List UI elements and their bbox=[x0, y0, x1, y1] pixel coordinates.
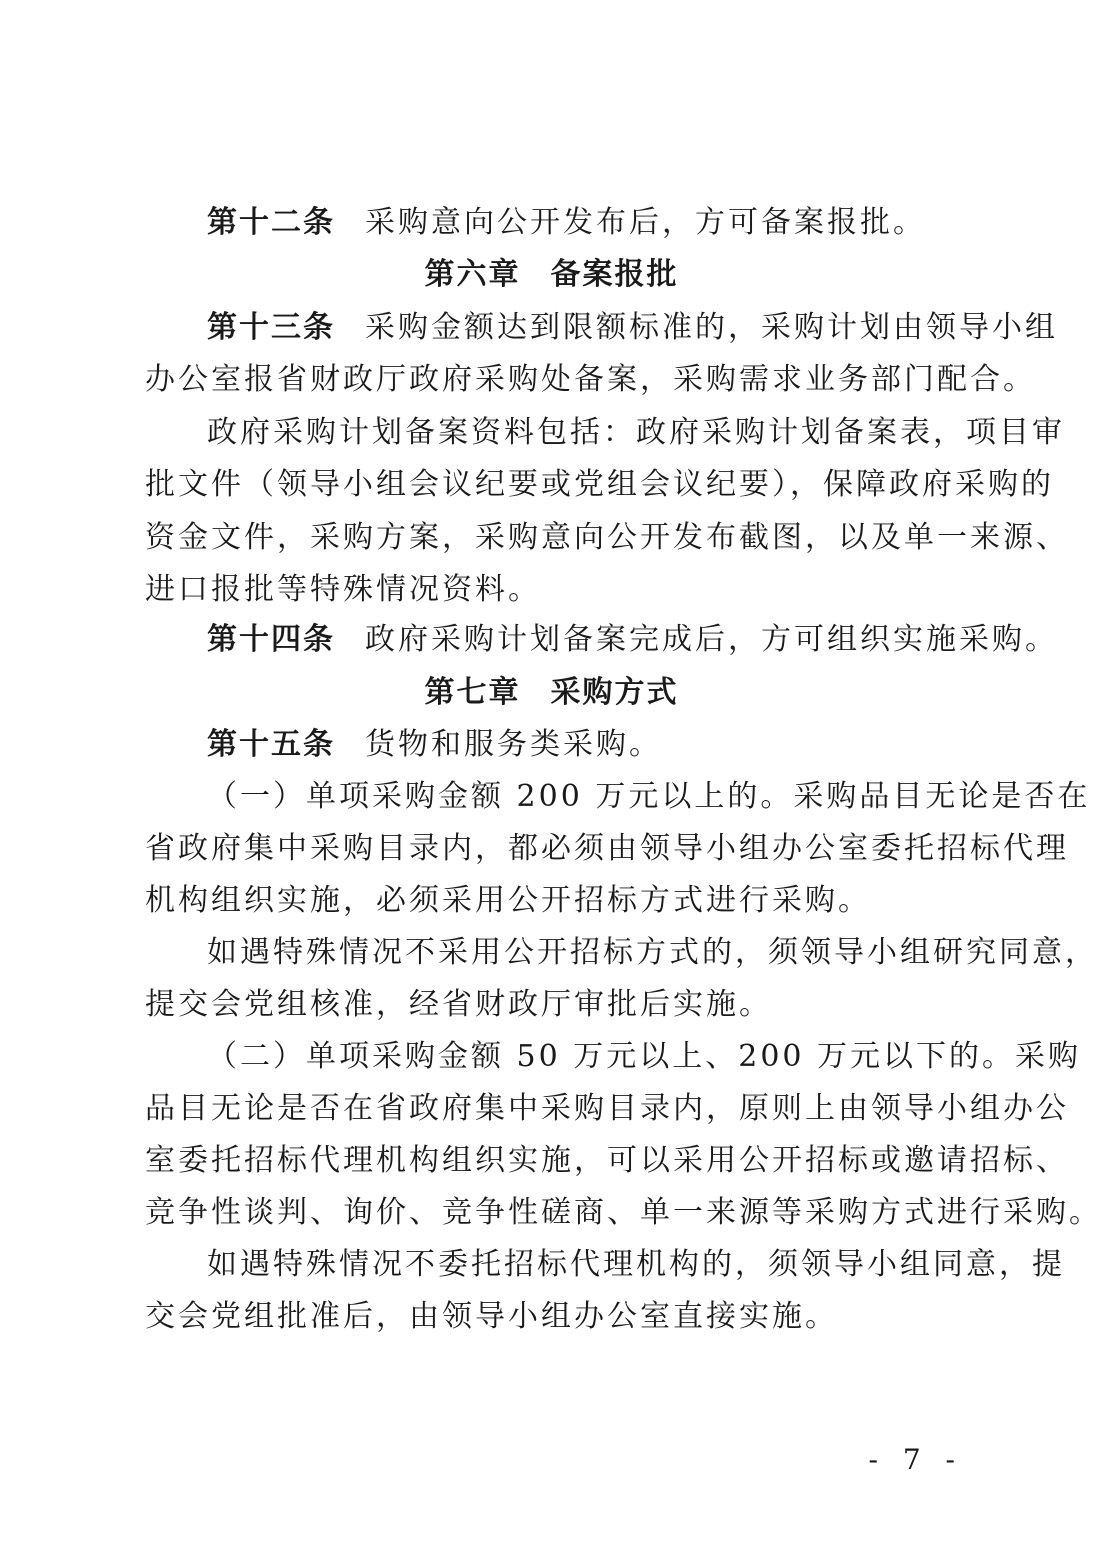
item-2-line-1: （二）单项采购金额 50 万元以上、200 万元以下的。采购 bbox=[207, 1039, 1082, 1074]
filing-materials-line-4: 进口报批等特殊情况资料。 bbox=[145, 572, 541, 607]
page-number: - 7 - bbox=[868, 1443, 963, 1476]
item-2-exception-line-2: 交会党组批准后，由领导小组办公室直接实施。 bbox=[145, 1299, 838, 1334]
article-14-text: 政府采购计划备案完成后，方可组织实施采购。 bbox=[365, 622, 1058, 657]
article-13-line bbox=[207, 310, 1058, 346]
filing-materials-line-3: 资金文件，采购方案，采购意向公开发布截图，以及单一来源、 bbox=[145, 520, 1069, 555]
article-14-label: 第十四条 bbox=[207, 622, 335, 657]
article-15-text: 货物和服务类采购。 bbox=[365, 727, 662, 762]
item-2-line-3: 室委托招标代理机构组织实施，可以采用公开招标或邀请招标、 bbox=[145, 1143, 1069, 1178]
article-14-line bbox=[207, 622, 1058, 658]
filing-materials-line-2: 批文件（领导小组会议纪要或党组会议纪要），保障政府采购的 bbox=[145, 467, 1054, 502]
article-12-text: 采购意向公开发布后，方可备案报批。 bbox=[365, 205, 926, 240]
chapter-6-heading bbox=[0, 257, 1103, 293]
chapter-6-title: 备案报批 bbox=[550, 257, 679, 292]
article-13-line-2: 办公室报省财政厅政府采购处备案，采购需求业务部门配合。 bbox=[145, 362, 1036, 397]
chapter-6-number: 第六章 bbox=[424, 257, 521, 292]
item-2-line-2: 品目无论是否在省政府集中采购目录内，原则上由领导小组办公 bbox=[145, 1091, 1069, 1126]
article-13-text: 采购金额达到限额标准的，采购计划由领导小组 bbox=[365, 310, 1058, 345]
item-2-exception-line-1: 如遇特殊情况不委托招标代理机构的，须领导小组同意，提 bbox=[207, 1247, 1065, 1282]
article-15-line bbox=[207, 727, 1027, 763]
article-15-label: 第十五条 bbox=[207, 727, 335, 762]
article-12-label: 第十二条 bbox=[207, 205, 335, 240]
item-1-line-3: 机构组织实施，必须采用公开招标方式进行采购。 bbox=[145, 883, 871, 918]
chapter-7-title: 采购方式 bbox=[550, 675, 679, 710]
chapter-7-number: 第七章 bbox=[424, 675, 521, 710]
item-1-line-2: 省政府集中采购目录内，都必须由领导小组办公室委托招标代理 bbox=[145, 831, 1069, 866]
article-12-line bbox=[207, 205, 1027, 241]
chapter-7-heading bbox=[0, 675, 1103, 711]
item-1-line-1: （一）单项采购金额 200 万元以上的。采购品目无论是否在 bbox=[207, 779, 1091, 814]
item-1-exception-line-1: 如遇特殊情况不采用公开招标方式的，须领导小组研究同意， bbox=[207, 935, 1098, 970]
item-1-exception-line-2: 提交会党组核准，经省财政厅审批后实施。 bbox=[145, 987, 772, 1022]
filing-materials-line-1: 政府采购计划备案资料包括：政府采购计划备案表，项目审 bbox=[207, 415, 1065, 450]
item-2-line-4: 竞争性谈判、询价、竞争性磋商、单一来源等采购方式进行采购。 bbox=[145, 1195, 1102, 1230]
article-13-label: 第十三条 bbox=[207, 310, 335, 345]
